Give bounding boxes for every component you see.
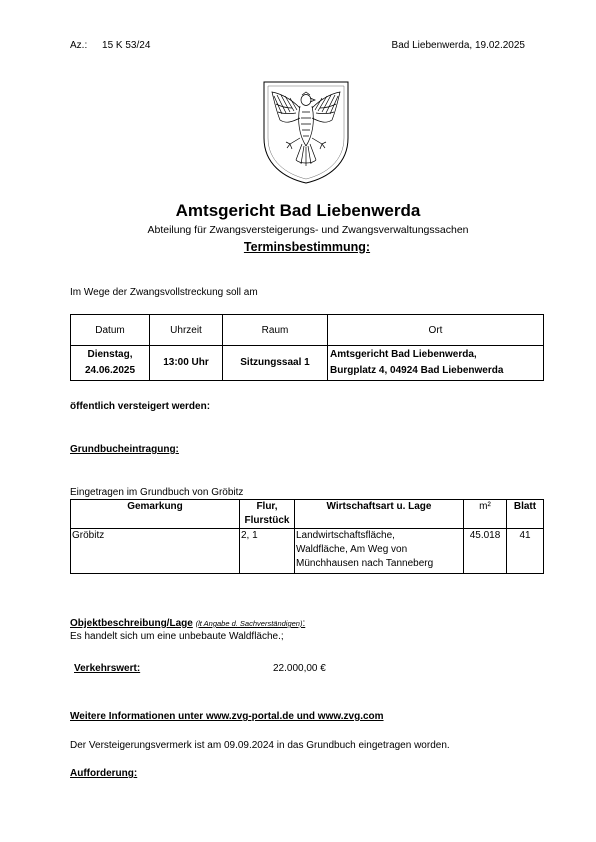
- coat-of-arms-emblem: [262, 80, 350, 185]
- appointment-place: [328, 346, 544, 381]
- appointment-date-value: 24.06.2025: [84, 365, 136, 376]
- file-reference-label: Az.:: [70, 40, 88, 51]
- header-wirtschaftsart: Wirtschaftsart u. Lage: [295, 500, 464, 529]
- objekt-heading: Objektbeschreibung/Lage: [70, 618, 193, 629]
- header-ort: Ort: [328, 315, 544, 346]
- header-uhrzeit: Uhrzeit: [150, 315, 223, 346]
- appointment-value-row: [71, 346, 544, 381]
- court-department: Abteilung für Zwangsversteigerungs- und Zwangsverwaltungssachen: [147, 224, 469, 236]
- appointment-weekday: Dienstag,: [87, 349, 133, 360]
- header-datum: Datum: [71, 315, 150, 346]
- appointment-table: [70, 314, 544, 381]
- aufforderung-heading: Aufforderung:: [70, 768, 138, 779]
- header-flur-line2: Flurstück: [244, 515, 290, 526]
- grundbuch-heading: Grundbucheintragung:: [70, 444, 179, 455]
- appointment-time: 13:00 Uhr: [150, 346, 223, 381]
- header-flur-line1: Flur,: [256, 501, 278, 512]
- info-link-line: Weitere Informationen unter www.zvg-portal.de und www.zvg.com: [70, 711, 384, 722]
- appointment-place-line1: Amtsgericht Bad Liebenwerda,: [330, 349, 477, 360]
- verkehrswert-label: Verkehrswert:: [74, 663, 141, 674]
- header-area-unit: m²: [479, 501, 491, 512]
- appointment-place-line2: Burgplatz 4, 04924 Bad Liebenwerda: [330, 365, 504, 376]
- row-area: 45.018: [464, 529, 507, 574]
- land-register-table: [70, 499, 544, 574]
- appointment-header-row: [71, 315, 544, 346]
- row-blatt: 41: [507, 529, 544, 574]
- header-area: [464, 500, 507, 529]
- appointment-date: [71, 346, 150, 381]
- row-flur: 2, 1: [240, 529, 295, 574]
- vermerk-text: Der Versteigerungsvermerk ist am 09.09.2024 in das Grundbuch eingetragen worden.: [70, 740, 450, 751]
- document-type-heading: Terminsbestimmung:: [243, 240, 371, 254]
- appointment-room: Sitzungssaal 1: [223, 346, 328, 381]
- file-reference-value: 15 K 53/24: [102, 40, 151, 51]
- row-wirtschaftsart: [295, 529, 464, 574]
- auction-phrase: öffentlich versteigert werden:: [70, 401, 211, 412]
- land-register-row: [71, 529, 544, 574]
- file-reference: [70, 40, 150, 51]
- row-gemarkung: Gröbitz: [71, 529, 240, 574]
- objekt-description: Es handelt sich um eine unbebaute Waldfläche.;: [70, 631, 284, 642]
- row-wirtschaftsart-line2: Waldfläche, Am Weg von: [296, 544, 408, 555]
- verkehrswert-value: 22.000,00 €: [273, 663, 326, 674]
- header-gemarkung: Gemarkung: [71, 500, 240, 529]
- header-flur: [240, 500, 295, 529]
- court-name: Amtsgericht Bad Liebenwerda: [175, 201, 421, 220]
- row-wirtschaftsart-line1: Landwirtschaftsfläche,: [296, 530, 395, 541]
- grundbuch-registered-in: Eingetragen im Grundbuch von Gröbitz: [70, 487, 244, 498]
- row-wirtschaftsart-line3: Münchhausen nach Tanneberg: [296, 558, 434, 569]
- place-date: Bad Liebenwerda, 19.02.2025: [391, 40, 525, 51]
- objekt-note: (lt Angabe d. Sachverständigen): [195, 619, 303, 628]
- intro-text: Im Wege der Zwangsvollstreckung soll am: [70, 287, 258, 298]
- objekt-colon: :: [302, 618, 306, 629]
- land-register-header-row: [71, 500, 544, 529]
- objekt-heading-line: [70, 618, 305, 629]
- header-blatt: Blatt: [507, 500, 544, 529]
- header-raum: Raum: [223, 315, 328, 346]
